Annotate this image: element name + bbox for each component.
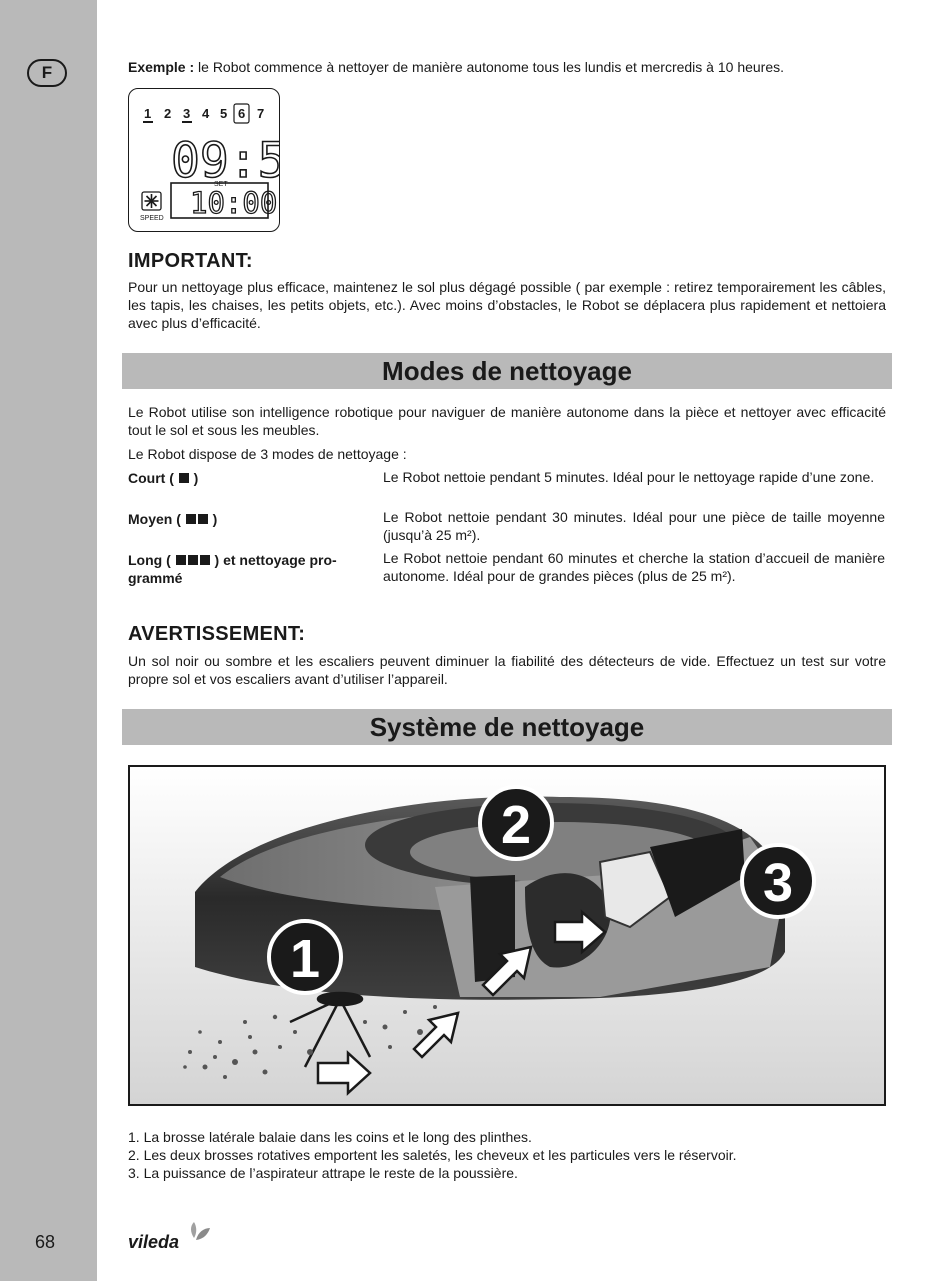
warning-heading: AVERTISSEMENT: bbox=[128, 623, 306, 645]
lcd-display bbox=[128, 88, 280, 232]
page-number: 68 bbox=[35, 1232, 56, 1252]
vileda-logo bbox=[128, 1218, 218, 1257]
lcd-day-5: 5 bbox=[220, 106, 228, 121]
modes-intro-text: Le Robot utilise son intelligence robotique pour naviguer de manière autonome dans la pièce et nettoyer avec efficacité tout le sol et sous les meubles. bbox=[128, 404, 886, 438]
lcd-set-label: SET bbox=[214, 181, 228, 188]
modes-count bbox=[128, 445, 886, 463]
cleaning-system-illustration bbox=[128, 765, 886, 1106]
example-line bbox=[128, 58, 886, 76]
language-badge: F bbox=[27, 59, 67, 87]
mode-long-label: Long ( bbox=[128, 552, 171, 568]
lcd-day-6: 6 bbox=[238, 106, 246, 121]
important-heading: IMPORTANT: bbox=[128, 250, 253, 272]
warning-paragraph bbox=[128, 652, 886, 688]
list-item: 1. La brosse latérale balaie dans les coins et le long des plinthes. bbox=[128, 1129, 532, 1145]
system-list bbox=[128, 1128, 886, 1182]
lcd-set-time: 10:00 bbox=[190, 186, 278, 220]
callout-2-label: 2 bbox=[500, 795, 532, 855]
lcd-day-4: 4 bbox=[202, 106, 210, 121]
warning-text: Un sol noir ou sombre et les escaliers peuvent diminuer la fiabilité des détecteurs de vide. Effectuez un test sur votre propre sol et vos escaliers avant d’utiliser l’appareil. bbox=[128, 653, 886, 687]
mode-short-desc: Le Robot nettoie pendant 5 minutes. Idéal pour le nettoyage rapide d’une zone. bbox=[383, 469, 875, 485]
modes-count-text: Le Robot dispose de 3 modes de nettoyage : bbox=[128, 446, 407, 462]
square-icon bbox=[188, 555, 198, 565]
mode-short-close: ) bbox=[189, 470, 199, 486]
mode-long-close: ) et nettoyage pro- bbox=[210, 552, 337, 568]
modes-intro bbox=[128, 403, 886, 439]
callout-3-label: 3 bbox=[762, 853, 794, 913]
mode-short-name bbox=[128, 469, 368, 487]
callout-2 bbox=[480, 787, 552, 859]
mode-long-desc: Le Robot nettoie pendant 60 minutes et cherche la station d’accueil de manière autonome. Idéal pour de grandes pièces (plus de 25 m²). bbox=[383, 550, 885, 584]
square-icon bbox=[176, 555, 186, 565]
square-icon bbox=[179, 473, 189, 483]
mode-medium-label: Moyen ( bbox=[128, 511, 181, 527]
example-label: Exemple : bbox=[128, 59, 195, 75]
lcd-graphic bbox=[129, 89, 279, 231]
callout-1-label: 1 bbox=[289, 929, 321, 989]
lcd-day-3: 3 bbox=[183, 106, 191, 121]
important-paragraph bbox=[128, 278, 886, 332]
mode-long-extra: grammé bbox=[128, 570, 183, 586]
example-text: le Robot commence à nettoyer de manière autonome tous les lundis et mercredis à 10 heures. bbox=[194, 59, 785, 75]
mode-short-label: Court ( bbox=[128, 470, 174, 486]
square-icon bbox=[200, 555, 210, 565]
system-section-title: Système de nettoyage bbox=[122, 709, 892, 745]
modes-section-title: Modes de nettoyage bbox=[122, 353, 892, 389]
lcd-day-2: 2 bbox=[164, 106, 172, 121]
mode-medium-desc: Le Robot nettoie pendant 30 minutes. Idéal pour une pièce de taille moyenne (jusqu’à 25 m²). bbox=[383, 509, 885, 543]
callout-3 bbox=[742, 845, 814, 917]
important-text: Pour un nettoyage plus efficace, maintenez le sol plus dégagé possible ( par exemple : retirez temporairement les câbles, les tapis, les chaises, les petits objets, etc.). Avec moins d’obstacles, le Robot se déplacera plus rapidement et nettoiera avec plus d’efficacité. bbox=[128, 279, 886, 331]
logo-text: vileda bbox=[128, 1232, 180, 1252]
fan-icon bbox=[145, 194, 159, 208]
lcd-day-7: 7 bbox=[257, 106, 265, 121]
mode-medium-close: ) bbox=[208, 511, 218, 527]
callout-1 bbox=[269, 921, 341, 993]
lcd-day-1: 1 bbox=[144, 106, 152, 121]
leaf-icon bbox=[196, 1228, 210, 1240]
sidebar bbox=[0, 0, 97, 1281]
list-item: 2. Les deux brosses rotatives emportent les saletés, les cheveux et les particules vers le réservoir. bbox=[128, 1147, 737, 1163]
list-item: 3. La puissance de l’aspirateur attrape le reste de la poussière. bbox=[128, 1165, 518, 1181]
square-icon bbox=[186, 514, 196, 524]
mode-medium-name bbox=[128, 510, 368, 528]
leaf-icon bbox=[191, 1222, 196, 1238]
lcd-time: 09:5 bbox=[171, 133, 279, 189]
mode-long-name bbox=[128, 551, 368, 587]
robot-cutaway-graphic bbox=[130, 767, 884, 1104]
square-icon bbox=[198, 514, 208, 524]
lcd-speed-label: SPEED bbox=[140, 215, 164, 222]
